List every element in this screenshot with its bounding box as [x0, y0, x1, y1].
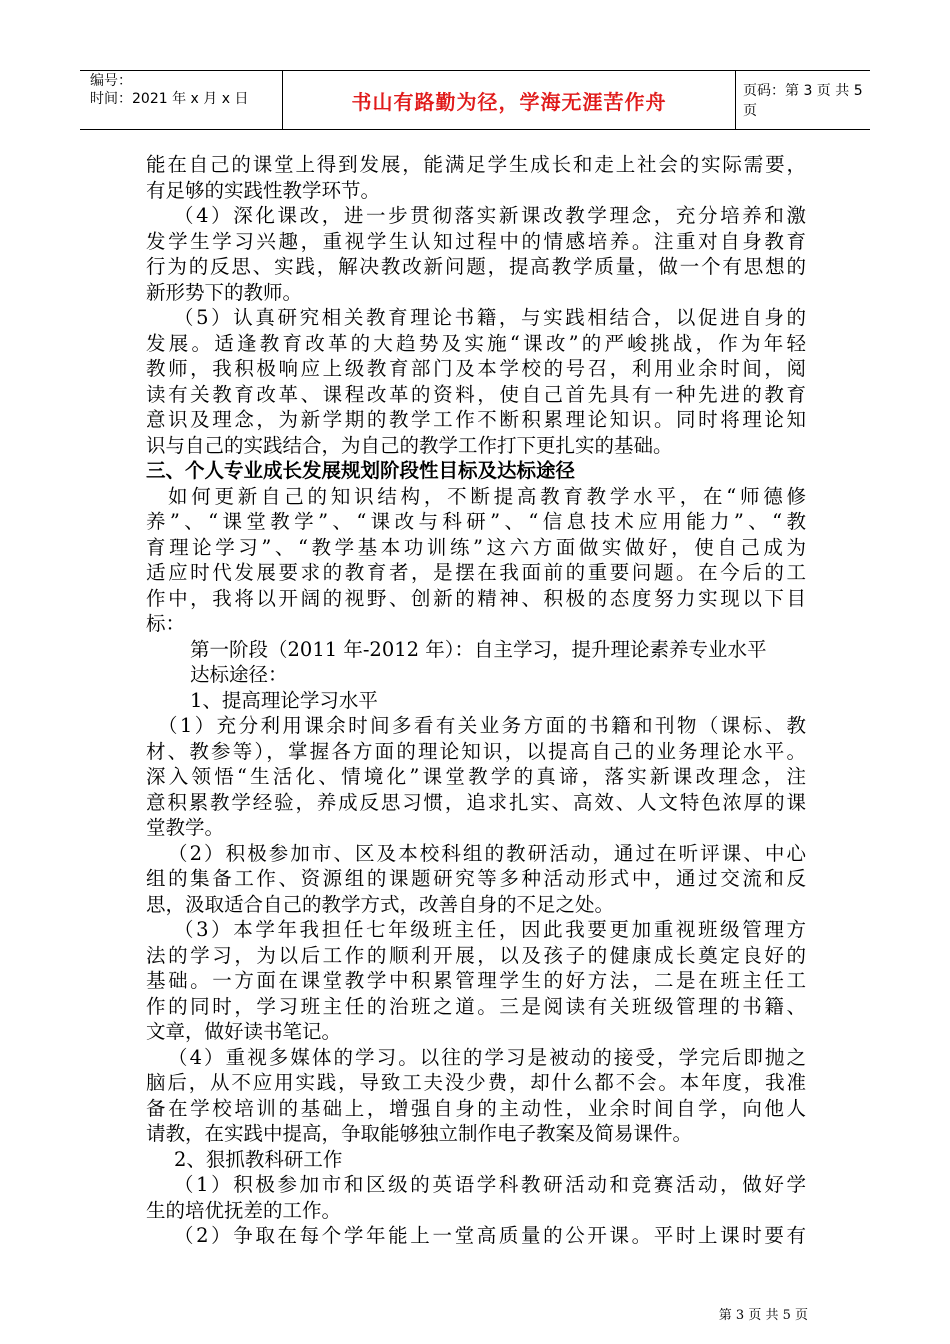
section-heading: 三、个人专业成长发展规划阶段性目标及达标途径: [146, 459, 576, 482]
header-left-cell: [80, 71, 282, 129]
serial-label: 编号：: [90, 73, 132, 89]
text-line: 脑后，从不应用实践，导致工夫没少费，却什么都不会。本年度，我准: [146, 1071, 806, 1094]
date-label: 时间：2021 年 x 月 x 日: [90, 91, 249, 107]
document-body: [146, 152, 806, 1249]
header-page-cell: [735, 71, 878, 129]
text-line: 发展。适逢教育改革的大趋势及实施“课改”的严峻挑战，作为年轻: [146, 331, 806, 355]
text-line: 2、狠抓教科研工作: [174, 1147, 343, 1171]
text-line: 基础。一方面在课堂教学中积累管理学生的好方法，二是在班主任工: [146, 969, 806, 992]
text-line: 育理论学习”、“教学基本功训练”这六方面做实做好，使自己成为: [146, 535, 806, 559]
text-line: 第一阶段（2011 年-2012 年）：自主学习，提升理论素养专业水平: [190, 637, 767, 661]
text-line: （3）本学年我担任七年级班主任，因此我要更加重视班级管理方: [174, 918, 806, 941]
text-line: 备在学校培训的基础上，增强自身的主动性，业余时间自学，向他人: [146, 1096, 806, 1120]
text-line: （4）深化课改，进一步贯彻落实新课改教学理念，充分培养和激: [174, 204, 806, 227]
text-line: 如何更新自己的知识结构，不断提高教育教学水平，在“师德修: [168, 484, 806, 508]
text-line: 法的学习，为以后工作的顺利开展，以及孩子的健康成长奠定良好的: [146, 943, 806, 967]
text-line: 能在自己的课堂上得到发展，能满足学生成长和走上社会的实际需要，: [146, 153, 806, 176]
text-line: 意积累教学经验，养成反思习惯，追求扎实、高效、人文特色浓厚的课: [146, 790, 806, 814]
text-line: （1）积极参加市和区级的英语学科教研活动和竞赛活动，做好学: [174, 1173, 806, 1196]
text-line: 读有关教育改革、课程改革的资料，使自己首先具有一种先进的教育: [146, 382, 806, 406]
page-info: 页码：第 3 页 共 5 页: [743, 83, 863, 119]
text-line: （5）认真研究相关教育理论书籍，与实践相结合，以促进自身的: [174, 306, 806, 329]
text-line: 思，汲取适合自己的教学方式，改善自身的不足之处。: [146, 892, 615, 916]
text-line: （1）充分利用课余时间多看有关业务方面的书籍和刊物（课标、教: [158, 714, 806, 737]
text-line: 行为的反思、实践，解决教改新问题，提高教学质量，做一个有思想的: [146, 255, 806, 278]
text-line: 有足够的实践性教学环节。: [146, 178, 381, 202]
text-line: （4）重视多媒体的学习。以往的学习是被动的接受，学完后即抛之: [168, 1045, 806, 1069]
text-line: 教师，我积极响应上级教育部门及本学校的号召，利用业余时间，阅: [146, 357, 806, 380]
header-motto-cell: [282, 71, 736, 129]
text-line: 发学生学习兴趣，重视学生认知过程中的情感培养。注重对自身教育: [146, 229, 806, 253]
text-line: 达标途径：: [190, 663, 288, 686]
text-line: （2）积极参加市、区及本校科组的教研活动，通过在听评课、中心: [168, 841, 806, 865]
page-header: [80, 70, 870, 130]
text-line: 1、提高理论学习水平: [190, 688, 378, 712]
text-line: 适应时代发展要求的教育者，是摆在我面前的重要问题。在今后的工: [146, 561, 806, 584]
text-line: （2）争取在每个学年能上一堂高质量的公开课。平时上课时要有: [174, 1224, 806, 1247]
text-line: 作中，我将以开阔的视野、创新的精神、积极的态度努力实现以下目: [146, 586, 806, 610]
text-line: 作的同时，学习班主任的治班之道。三是阅读有关班级管理的书籍、: [146, 994, 806, 1018]
text-line: 文章，做好读书笔记。: [146, 1020, 342, 1043]
text-line: 深入领悟“生活化、情境化”课堂教学的真谛，落实新课改理念，注: [146, 765, 806, 788]
text-line: 请教，在实践中提高，争取能够独立制作电子教案及简易课件。: [146, 1122, 693, 1145]
text-line: 材、教参等），掌握各方面的理论知识，以提高自己的业务理论水平。: [146, 739, 806, 763]
text-line: 标：: [146, 612, 186, 635]
motto-text: 书山有路勤为径，学海无涯苦作舟: [351, 89, 667, 114]
text-line: 养”、“课堂教学”、“课改与科研”、“信息技术应用能力”、“教: [146, 510, 806, 533]
text-line: 意识及理念，为新学期的教学工作不断积累理论知识。同时将理论知: [146, 408, 806, 431]
page-footer: 第 3 页 共 5 页: [718, 1308, 808, 1323]
text-line: 组的集备工作、资源组的课题研究等多种活动形式中，通过交流和反: [146, 867, 806, 890]
text-line: 新形势下的教师。: [146, 280, 303, 304]
text-line: 识与自己的实践结合，为自己的教学工作打下更扎实的基础。: [146, 433, 673, 457]
text-line: 堂教学。: [146, 816, 225, 839]
text-line: 生的培优抚差的工作。: [146, 1198, 342, 1222]
